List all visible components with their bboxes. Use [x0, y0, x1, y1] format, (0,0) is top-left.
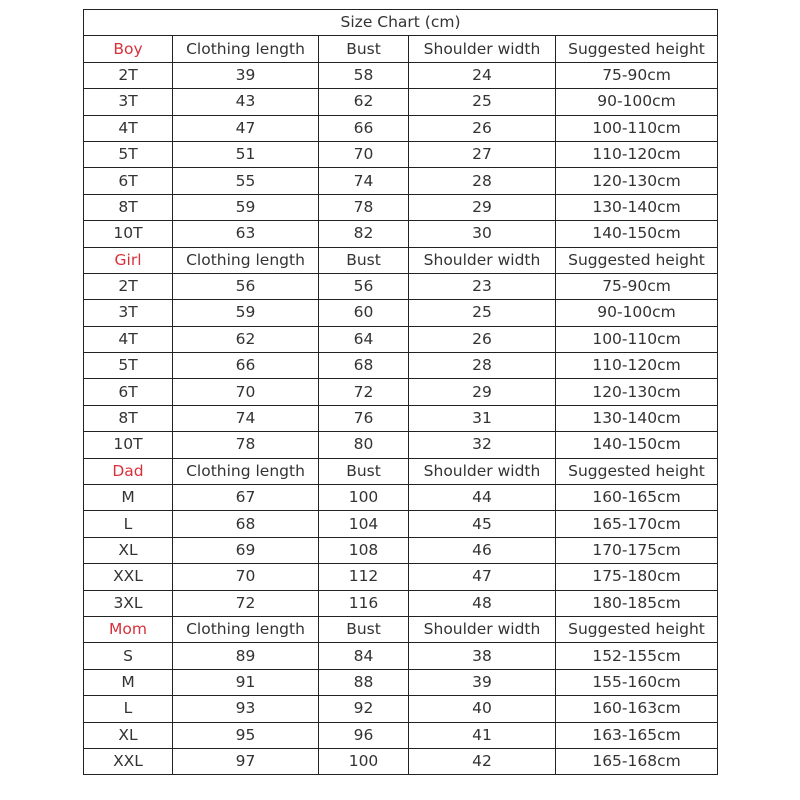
value-cell: 108 — [319, 537, 409, 563]
table-row — [84, 722, 718, 748]
section-label: Dad — [84, 458, 173, 484]
size-cell: 10T — [84, 221, 173, 247]
value-cell: 165-168cm — [556, 748, 718, 774]
column-header: Bust — [319, 247, 409, 273]
value-cell: 69 — [173, 537, 319, 563]
value-cell: 160-165cm — [556, 485, 718, 511]
value-cell: 80 — [319, 432, 409, 458]
size-cell: 6T — [84, 168, 173, 194]
value-cell: 100 — [319, 485, 409, 511]
value-cell: 152-155cm — [556, 643, 718, 669]
value-cell: 66 — [319, 115, 409, 141]
value-cell: 140-150cm — [556, 221, 718, 247]
value-cell: 95 — [173, 722, 319, 748]
value-cell: 130-140cm — [556, 194, 718, 220]
table-row — [84, 485, 718, 511]
value-cell: 25 — [409, 89, 556, 115]
size-cell: 5T — [84, 141, 173, 167]
size-cell: 6T — [84, 379, 173, 405]
column-header: Shoulder width — [409, 458, 556, 484]
value-cell: 62 — [173, 326, 319, 352]
column-header: Shoulder width — [409, 247, 556, 273]
value-cell: 82 — [319, 221, 409, 247]
value-cell: 165-170cm — [556, 511, 718, 537]
value-cell: 100-110cm — [556, 326, 718, 352]
size-cell: 4T — [84, 115, 173, 141]
size-cell: L — [84, 696, 173, 722]
table-row — [84, 537, 718, 563]
value-cell: 120-130cm — [556, 379, 718, 405]
value-cell: 90-100cm — [556, 300, 718, 326]
value-cell: 70 — [173, 379, 319, 405]
value-cell: 74 — [319, 168, 409, 194]
size-cell: 2T — [84, 62, 173, 88]
table-row — [84, 273, 718, 299]
value-cell: 112 — [319, 564, 409, 590]
value-cell: 47 — [409, 564, 556, 590]
table-row — [84, 326, 718, 352]
value-cell: 39 — [173, 62, 319, 88]
size-cell: M — [84, 669, 173, 695]
table-row — [84, 168, 718, 194]
value-cell: 55 — [173, 168, 319, 194]
column-header: Clothing length — [173, 36, 319, 62]
value-cell: 92 — [319, 696, 409, 722]
column-header: Bust — [319, 458, 409, 484]
table-row — [84, 590, 718, 616]
size-cell: 5T — [84, 353, 173, 379]
size-cell: XL — [84, 537, 173, 563]
value-cell: 100 — [319, 748, 409, 774]
table-row — [84, 353, 718, 379]
table-row — [84, 379, 718, 405]
section-label: Mom — [84, 616, 173, 642]
value-cell: 100-110cm — [556, 115, 718, 141]
value-cell: 104 — [319, 511, 409, 537]
table-row — [84, 748, 718, 774]
column-header: Bust — [319, 36, 409, 62]
value-cell: 56 — [319, 273, 409, 299]
value-cell: 63 — [173, 221, 319, 247]
value-cell: 68 — [173, 511, 319, 537]
chart-title: Size Chart (cm) — [84, 10, 718, 36]
size-cell: 8T — [84, 405, 173, 431]
table-row — [84, 564, 718, 590]
value-cell: 29 — [409, 379, 556, 405]
value-cell: 39 — [409, 669, 556, 695]
column-header: Suggested height — [556, 458, 718, 484]
value-cell: 88 — [319, 669, 409, 695]
table-row — [84, 194, 718, 220]
value-cell: 97 — [173, 748, 319, 774]
table-row — [84, 432, 718, 458]
value-cell: 46 — [409, 537, 556, 563]
size-cell: 10T — [84, 432, 173, 458]
size-cell: XXL — [84, 564, 173, 590]
value-cell: 72 — [319, 379, 409, 405]
value-cell: 30 — [409, 221, 556, 247]
value-cell: 78 — [173, 432, 319, 458]
value-cell: 26 — [409, 326, 556, 352]
value-cell: 28 — [409, 353, 556, 379]
section-header-row-girl — [84, 247, 718, 273]
table-row — [84, 221, 718, 247]
section-header-row-mom — [84, 616, 718, 642]
size-chart-table — [83, 9, 718, 775]
value-cell: 74 — [173, 405, 319, 431]
value-cell: 70 — [173, 564, 319, 590]
table-row — [84, 643, 718, 669]
value-cell: 38 — [409, 643, 556, 669]
size-cell: S — [84, 643, 173, 669]
value-cell: 180-185cm — [556, 590, 718, 616]
value-cell: 67 — [173, 485, 319, 511]
value-cell: 45 — [409, 511, 556, 537]
value-cell: 175-180cm — [556, 564, 718, 590]
table-row — [84, 696, 718, 722]
value-cell: 41 — [409, 722, 556, 748]
value-cell: 163-165cm — [556, 722, 718, 748]
value-cell: 75-90cm — [556, 62, 718, 88]
value-cell: 110-120cm — [556, 141, 718, 167]
value-cell: 66 — [173, 353, 319, 379]
column-header: Clothing length — [173, 458, 319, 484]
value-cell: 27 — [409, 141, 556, 167]
table-row — [84, 115, 718, 141]
section-label: Girl — [84, 247, 173, 273]
value-cell: 44 — [409, 485, 556, 511]
section-label: Boy — [84, 36, 173, 62]
table-row — [84, 62, 718, 88]
column-header: Bust — [319, 616, 409, 642]
table-row — [84, 89, 718, 115]
value-cell: 116 — [319, 590, 409, 616]
table-row — [84, 511, 718, 537]
value-cell: 43 — [173, 89, 319, 115]
value-cell: 76 — [319, 405, 409, 431]
value-cell: 23 — [409, 273, 556, 299]
value-cell: 130-140cm — [556, 405, 718, 431]
size-cell: 3XL — [84, 590, 173, 616]
value-cell: 42 — [409, 748, 556, 774]
column-header: Clothing length — [173, 616, 319, 642]
value-cell: 96 — [319, 722, 409, 748]
column-header: Suggested height — [556, 247, 718, 273]
value-cell: 59 — [173, 194, 319, 220]
value-cell: 75-90cm — [556, 273, 718, 299]
table-row — [84, 141, 718, 167]
value-cell: 84 — [319, 643, 409, 669]
size-cell: 3T — [84, 89, 173, 115]
size-cell: 8T — [84, 194, 173, 220]
size-cell: XXL — [84, 748, 173, 774]
value-cell: 26 — [409, 115, 556, 141]
table-row — [84, 669, 718, 695]
value-cell: 51 — [173, 141, 319, 167]
section-header-row-boy — [84, 36, 718, 62]
value-cell: 62 — [319, 89, 409, 115]
size-cell: 2T — [84, 273, 173, 299]
value-cell: 28 — [409, 168, 556, 194]
value-cell: 40 — [409, 696, 556, 722]
value-cell: 24 — [409, 62, 556, 88]
title-row — [84, 10, 718, 36]
value-cell: 72 — [173, 590, 319, 616]
size-cell: M — [84, 485, 173, 511]
table-row — [84, 300, 718, 326]
value-cell: 91 — [173, 669, 319, 695]
value-cell: 29 — [409, 194, 556, 220]
value-cell: 140-150cm — [556, 432, 718, 458]
value-cell: 78 — [319, 194, 409, 220]
value-cell: 68 — [319, 353, 409, 379]
size-cell: L — [84, 511, 173, 537]
column-header: Shoulder width — [409, 36, 556, 62]
value-cell: 59 — [173, 300, 319, 326]
value-cell: 160-163cm — [556, 696, 718, 722]
column-header: Shoulder width — [409, 616, 556, 642]
value-cell: 48 — [409, 590, 556, 616]
value-cell: 31 — [409, 405, 556, 431]
size-chart-body — [84, 10, 718, 775]
value-cell: 64 — [319, 326, 409, 352]
value-cell: 70 — [319, 141, 409, 167]
value-cell: 60 — [319, 300, 409, 326]
size-cell: 3T — [84, 300, 173, 326]
value-cell: 32 — [409, 432, 556, 458]
section-header-row-dad — [84, 458, 718, 484]
value-cell: 93 — [173, 696, 319, 722]
size-chart — [83, 9, 718, 775]
value-cell: 47 — [173, 115, 319, 141]
table-row — [84, 405, 718, 431]
column-header: Suggested height — [556, 36, 718, 62]
value-cell: 155-160cm — [556, 669, 718, 695]
value-cell: 110-120cm — [556, 353, 718, 379]
value-cell: 56 — [173, 273, 319, 299]
column-header: Suggested height — [556, 616, 718, 642]
value-cell: 170-175cm — [556, 537, 718, 563]
value-cell: 90-100cm — [556, 89, 718, 115]
size-cell: XL — [84, 722, 173, 748]
value-cell: 120-130cm — [556, 168, 718, 194]
value-cell: 58 — [319, 62, 409, 88]
column-header: Clothing length — [173, 247, 319, 273]
value-cell: 89 — [173, 643, 319, 669]
size-cell: 4T — [84, 326, 173, 352]
value-cell: 25 — [409, 300, 556, 326]
